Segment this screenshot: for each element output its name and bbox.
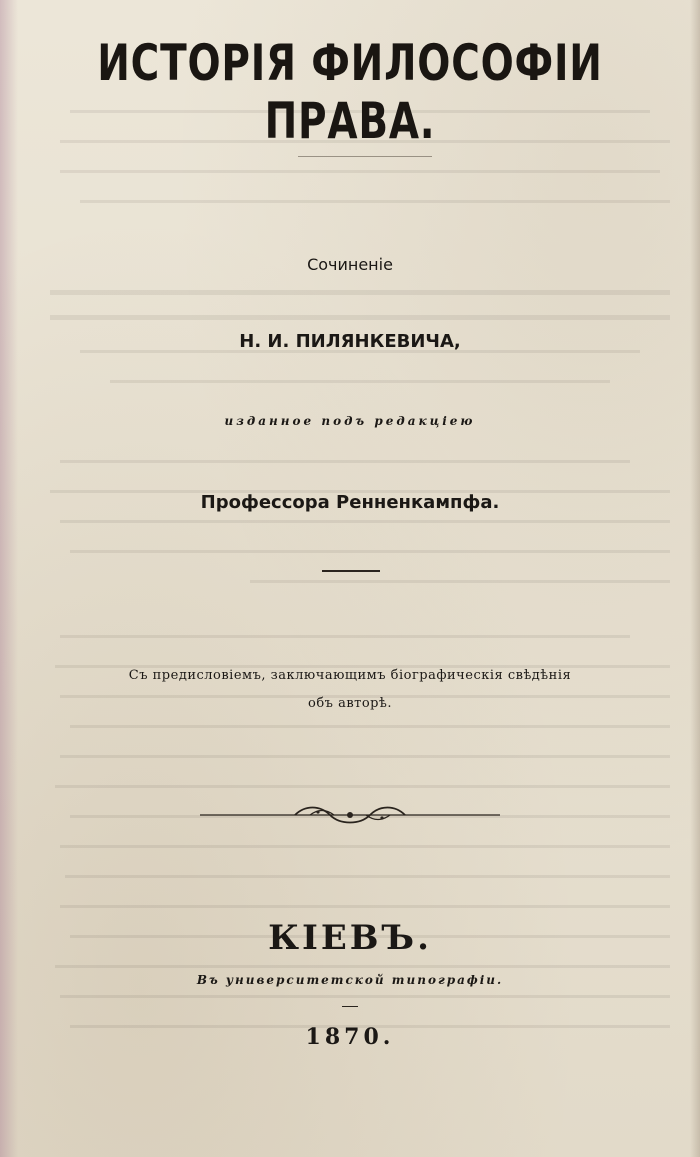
preface-line-1: Съ предисловіемъ, заключающимъ біографическія свѣдѣнія [128, 668, 572, 683]
edited-label: изданное подъ редакціею [224, 414, 476, 428]
printer-line: Въ университетской типографіи. [196, 973, 504, 987]
small-rule [342, 1006, 358, 1007]
editor-name: Профессора Ренненкампфа. [200, 492, 500, 513]
publication-year: 1870. [305, 1024, 395, 1050]
title-rule [298, 156, 432, 157]
section-rule [322, 570, 380, 572]
author-name: Н. И. ПИЛЯНКЕВИЧА, [239, 331, 461, 352]
work-label: Сочиненіе [307, 255, 393, 274]
bleed-through-texture [40, 100, 670, 1060]
ornament-divider [200, 800, 500, 830]
preface-line-2: объ авторѣ. [308, 696, 392, 711]
book-title: ИСТОРІЯ ФИЛОСОФІИ ПРАВА. [97, 34, 603, 150]
city-name: КІЕВЪ. [268, 918, 432, 958]
